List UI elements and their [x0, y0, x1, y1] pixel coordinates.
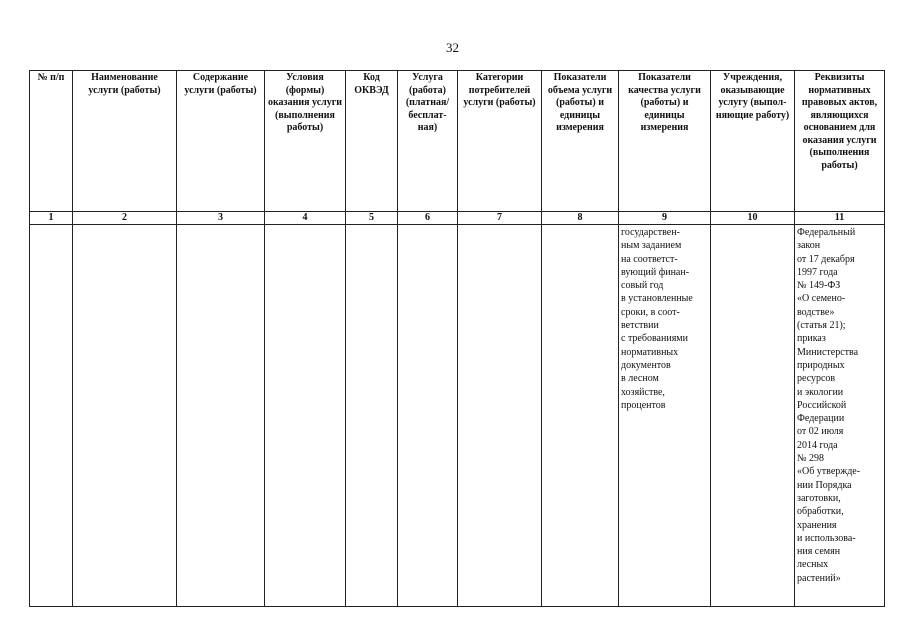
- table-cell: [30, 225, 73, 607]
- column-number: 10: [711, 212, 795, 225]
- column-number: 7: [458, 212, 542, 225]
- table-cell: [346, 225, 398, 607]
- column-number: 9: [619, 212, 711, 225]
- table-cell: [73, 225, 177, 607]
- table-cell: [542, 225, 619, 607]
- table-row: [30, 225, 885, 607]
- column-number: 2: [73, 212, 177, 225]
- header-cell-okved-code: Код ОКВЭД: [346, 71, 398, 212]
- legal-acts-cell: Федеральный закон от 17 декабря 1997 года № 149-ФЗ «О семено- водстве» (статья 21); приказ Министерства природных ресурсов и экологии Российской Федерации от 02 июля 2014 года № 298 «Об утвержде- нии Порядка заготовки, обработки, хранения и использова- ния семян лесных растений»: [795, 225, 885, 607]
- header-cell-institutions: Учреждения, оказывающие услугу (выпол- няющие работу): [711, 71, 795, 212]
- header-cell-legal-acts: Реквизиты нормативных правовых актов, являющихся основанием для оказания услуги (выполнения работы): [795, 71, 885, 212]
- services-table: [29, 70, 885, 607]
- column-number: 11: [795, 212, 885, 225]
- column-number: 4: [265, 212, 346, 225]
- table-cell: [398, 225, 458, 607]
- header-cell-quality-indicators: Показатели качества услуги (работы) и единицы измерения: [619, 71, 711, 212]
- column-number: 8: [542, 212, 619, 225]
- table-cell: [265, 225, 346, 607]
- table-cell: [711, 225, 795, 607]
- header-cell-service-content: Содержание услуги (работы): [177, 71, 265, 212]
- header-cell-consumer-categories: Категории потребителей услуги (работы): [458, 71, 542, 212]
- column-number: 5: [346, 212, 398, 225]
- header-cell-paid-free: Услуга (работа) (платная/ бесплат- ная): [398, 71, 458, 212]
- header-cell-service-name: Наименование услуги (работы): [73, 71, 177, 212]
- quality-indicators-cell: государствен- ным заданием на соответст- вующий финан- совый год в установленные сроки, в соот- ветствии с требованиями нормативных документов в лесном хозяйстве, процентов: [619, 225, 711, 607]
- table-cell: [458, 225, 542, 607]
- page-number: 32: [446, 40, 459, 55]
- header-cell-conditions: Условия (формы) оказания услуги (выполнения работы): [265, 71, 346, 212]
- header-cell-number: № п/п: [30, 71, 73, 212]
- table-cell: [177, 225, 265, 607]
- header-row: [30, 71, 885, 212]
- column-number: 1: [30, 212, 73, 225]
- column-number-row: [30, 212, 885, 225]
- header-cell-volume-indicators: Показатели объема услуги (работы) и единицы измерения: [542, 71, 619, 212]
- column-number: 3: [177, 212, 265, 225]
- column-number: 6: [398, 212, 458, 225]
